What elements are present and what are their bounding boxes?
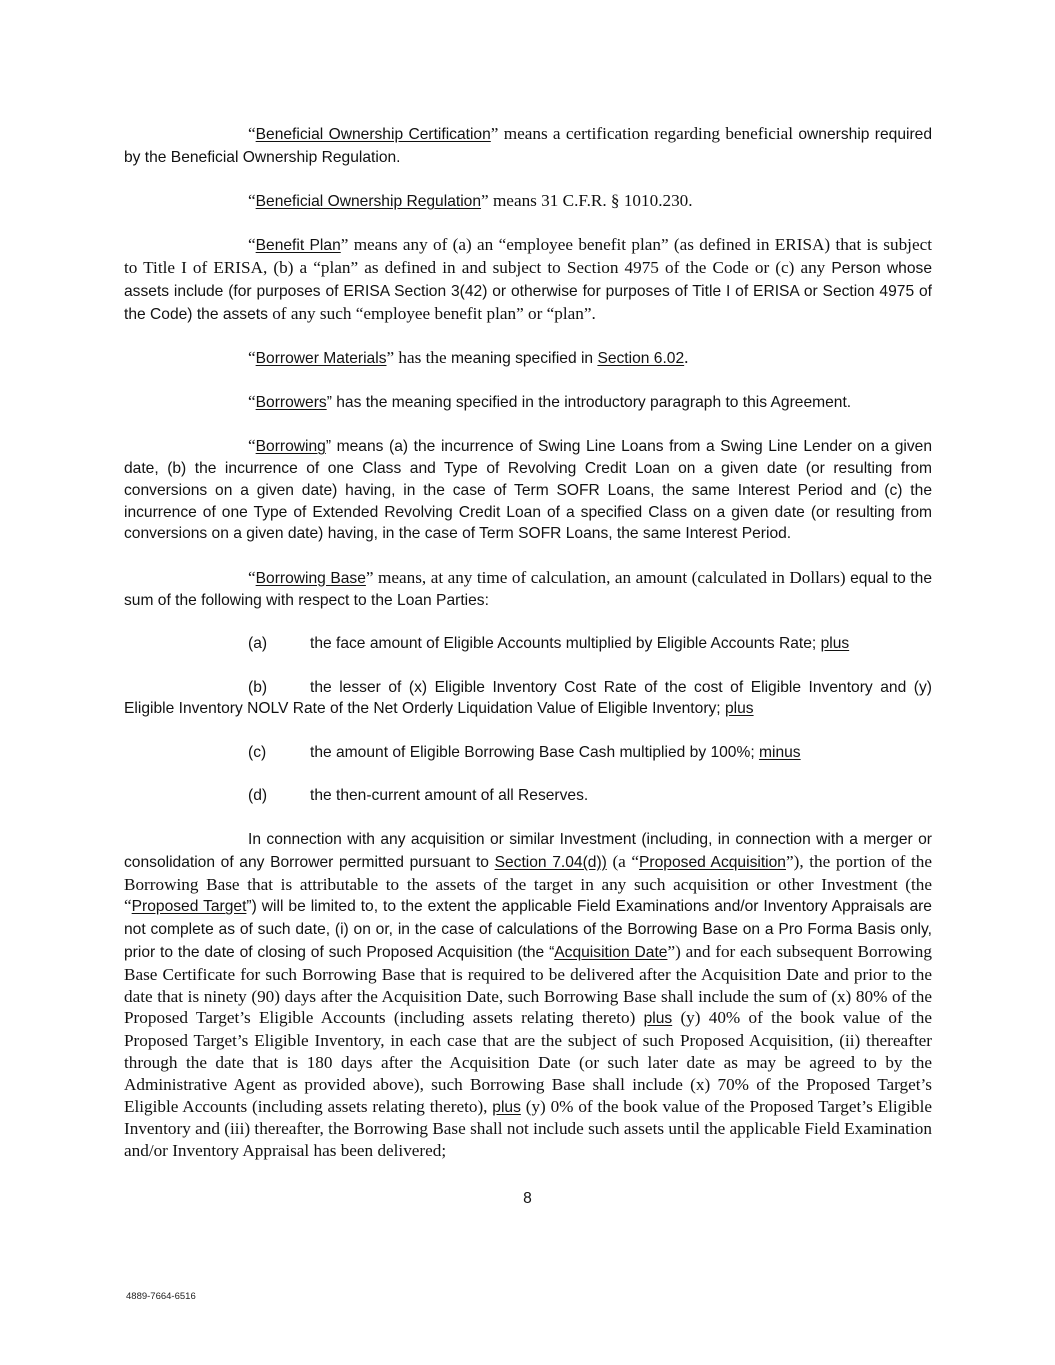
- definition-benefit-plan: [124, 234, 932, 325]
- definition-text: ” means a certification regarding beneficial: [490, 124, 799, 143]
- defined-term: Borrowing: [255, 438, 326, 456]
- list-item-text: the amount of Eligible Borrowing Base Cash multiplied by 100%;: [310, 743, 759, 761]
- quote-open: “: [248, 436, 256, 456]
- connector-plus: plus: [643, 1010, 673, 1028]
- quote-open: “: [248, 391, 256, 411]
- list-item-b: [124, 677, 932, 721]
- list-item-a: [124, 633, 932, 655]
- paragraph-text: ”), the portion of the Borrowing Base that is attributable to the assets of the target in any such acquisition or other Investment (the “: [124, 851, 932, 916]
- paragraph-text: (y) 40% of the book value of the Proposed Target’s Eligible Inventory, in each case that are the subject of such Proposed Acquisition, (ii) thereafter through the date that is 180 days after the Acquisition Date (or such later date as may be agreed to by the Administrative Agent as provided above), such Borrowing Base shall include (x) 70% of the Proposed Target’s Eligible Accounts (including assets relating thereto),: [124, 1008, 932, 1116]
- quote-open: “: [248, 235, 256, 255]
- defined-term: Borrowing Base: [255, 569, 366, 587]
- paragraph-text: (y) 0% of the book value of the Proposed Target’s Eligible Inventory and (iii) thereafter, the Borrowing Base shall not include such assets until the applicable Field Examination and/or Inventory Appraisal has been delivered;: [124, 1096, 932, 1161]
- definition-borrowing-base: [124, 567, 932, 613]
- defined-term: Proposed Target: [131, 898, 247, 916]
- document-page: [124, 123, 932, 1162]
- defined-term: Borrowers: [255, 393, 327, 411]
- list-item-text: the then-current amount of all Reserves.: [310, 786, 589, 804]
- definition-beneficial-ownership-certification: [124, 123, 932, 169]
- list-item-c: [124, 742, 932, 764]
- definition-text: of any such “employee benefit plan” or “plan”.: [267, 303, 596, 323]
- document-id: 4889-7664-6516: [126, 1291, 196, 1302]
- paragraph-text: ”) and for each subsequent Borrowing Base Certificate for such Borrowing Base that is required to be delivered after the Acquisition Date and prior to the date that is ninety (90) days after the Acquisition Date, such Borrowing Base shall include the sum of (x) 80% of the Proposed Target’s Eligible Accounts (including assets relating thereto): [124, 942, 932, 1028]
- defined-term: Benefit Plan: [255, 237, 341, 255]
- definition-text: ” means any of (a) an “employee benefit plan” (as defined in ERISA) that is subject to Title I of ERISA, (b) a “plan” as defined in and subject to Section 4975 of the Code or (c) any: [124, 235, 932, 277]
- definition-text: ” has the meaning specified in the introductory paragraph to this Agreement.: [326, 393, 852, 411]
- definition-text: ownership required by the Beneficial Ownership Regulation.: [124, 126, 932, 166]
- section-reference: Section 6.02: [597, 349, 685, 367]
- quote-open: “: [248, 567, 256, 587]
- definition-borrowing: [124, 435, 932, 545]
- defined-term: Beneficial Ownership Regulation: [255, 192, 482, 210]
- definition-beneficial-ownership-regulation: [124, 190, 932, 213]
- list-item-d: [124, 785, 932, 807]
- quote-open: “: [248, 124, 256, 143]
- list-item-connector: plus: [820, 635, 850, 653]
- defined-term: Proposed Acquisition: [639, 853, 786, 871]
- list-item-label: (d): [248, 786, 268, 804]
- definition-borrower-materials: [124, 347, 932, 370]
- list-item-text: the face amount of Eligible Accounts multiplied by Eligible Accounts Rate;: [310, 635, 821, 653]
- paragraph-text: ”) will be limited to, to the extent the applicable Field Examinations and/or Inventory Appraisals are not complete as of such date, (i) on or, in the case of calculations of the Borrowing Base on a Pro Forma Basis only, prior to the date of closing of such Proposed Acquisition (the “: [124, 898, 932, 962]
- list-item-connector: minus: [759, 743, 801, 761]
- list-item-label: (c): [248, 743, 267, 761]
- definition-text: equal to the sum of the following with respect to the Loan Parties:: [124, 569, 932, 610]
- page-number: 8: [523, 1190, 532, 1207]
- defined-term: Beneficial Ownership Certification: [255, 126, 491, 143]
- proposed-acquisition-paragraph: [124, 828, 932, 1162]
- connector-plus: plus: [492, 1098, 521, 1116]
- section-reference: Section 7.04(d)): [494, 853, 607, 871]
- list-item-text: the lesser of (x) Eligible Inventory Cost Rate of the cost of Eligible Inventory and (y) Eligible Inventory NOLV Rate of the Net Orderly Liquidation Value of Eligible Inventory;: [124, 678, 932, 718]
- definition-text: ” has the: [386, 347, 451, 367]
- defined-term: Borrower Materials: [255, 349, 387, 367]
- definition-text: ” means (a) the incurrence of Swing Line Loans from a Swing Line Lender on a given date, (b) the incurrence of one Class and Type of Revolving Credit Loan on a given date (or resulting from conversions on a given date) having, in the case of Term SOFR Loans, the same Interest Period and (c) the incurrence of one Type of Extended Revolving Credit Loan of a specified Class on a given date (or resulting from conversions on a given date) having, in the case of Term SOFR Loans, the same Interest Period.: [124, 438, 932, 543]
- defined-term: Acquisition Date: [554, 944, 668, 962]
- paragraph-text: (a “: [606, 851, 640, 871]
- quote-open: “: [248, 190, 256, 210]
- list-item-label: (a): [248, 635, 268, 653]
- paragraph-text: In connection with any acquisition or similar Investment (including, in connection with a merger or consolidation of any Borrower permitted pursuant to: [124, 831, 932, 871]
- quote-open: “: [248, 347, 256, 367]
- definition-borrowers: [124, 391, 932, 414]
- list-item-label: (b): [248, 678, 268, 696]
- definition-text: meaning specified in: [450, 349, 598, 367]
- definition-text: Person whose assets include (for purposes of ERISA Section 3(42) or otherwise for purposes of Title I of ERISA or Section 4975 of the Code) the assets: [124, 259, 932, 323]
- definition-text: ” means 31 C.F.R. § 1010.230.: [481, 190, 693, 210]
- definition-text: ” means, at any time of calculation, an amount (calculated in Dollars): [365, 567, 851, 587]
- list-item-connector: plus: [724, 700, 754, 718]
- definition-text: .: [684, 347, 689, 367]
